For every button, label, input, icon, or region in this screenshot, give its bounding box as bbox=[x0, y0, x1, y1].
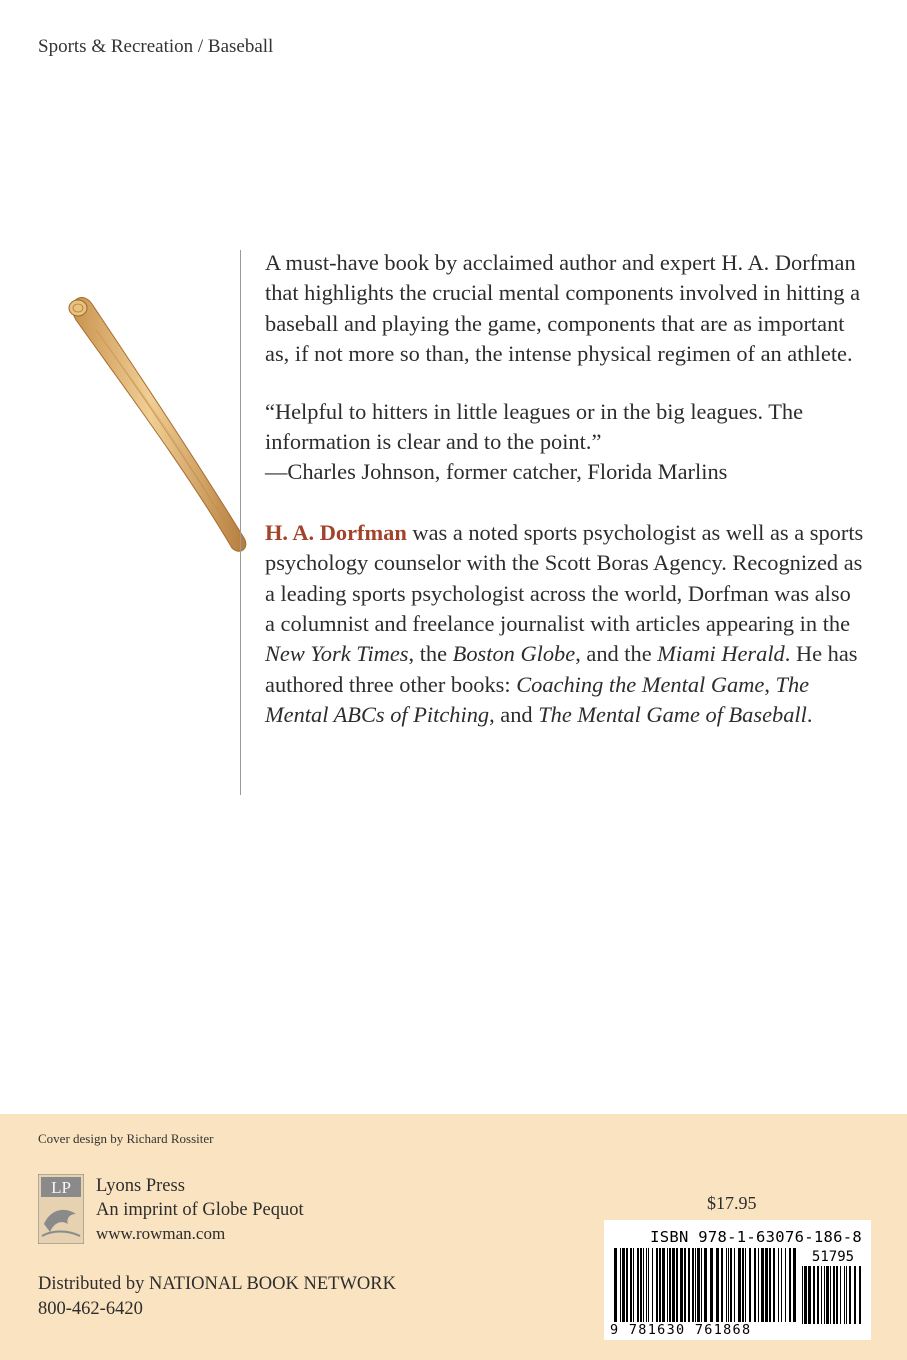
phone-number: 800-462-6420 bbox=[38, 1299, 143, 1319]
barcode-bar bbox=[721, 1248, 723, 1324]
barcode-bar bbox=[773, 1248, 775, 1324]
distribution-info bbox=[38, 1272, 396, 1322]
barcode-bar bbox=[808, 1266, 811, 1324]
bio-text: . bbox=[806, 702, 813, 728]
barcode-bar bbox=[662, 1248, 665, 1324]
barcode-bar bbox=[836, 1266, 838, 1324]
barcode-bar bbox=[640, 1248, 642, 1324]
logo-letters: LP bbox=[51, 1178, 71, 1197]
barcode-bar bbox=[648, 1248, 649, 1324]
distributor-line: Distributed by NATIONAL BOOK NETWORK bbox=[38, 1274, 396, 1294]
bio-text: , and bbox=[489, 702, 539, 728]
barcode-bar bbox=[659, 1248, 661, 1324]
barcode-bar bbox=[826, 1266, 829, 1324]
vertical-divider bbox=[240, 250, 241, 795]
barcode-bar bbox=[804, 1266, 807, 1324]
bio-text: , bbox=[764, 671, 776, 697]
author-bio bbox=[265, 518, 865, 731]
barcode-bar bbox=[637, 1248, 639, 1324]
barcode-bar bbox=[656, 1248, 658, 1324]
publisher-info bbox=[96, 1174, 304, 1246]
imprint-line: An imprint of Globe Pequot bbox=[96, 1200, 304, 1220]
baseball-bat-illustration bbox=[66, 290, 256, 560]
barcode-bar bbox=[789, 1248, 791, 1324]
barcode-bar bbox=[821, 1266, 822, 1324]
cover-design-credit: Cover design by Richard Rossiter bbox=[38, 1131, 214, 1146]
barcode-bar bbox=[652, 1248, 653, 1324]
barcode-bar bbox=[844, 1266, 845, 1324]
bio-text: was a noted sports psychologist as well as a sports psychology counselor with the Scott Boras Agency. Recognized as a leading sports psychologist across the world, Dorfman was also a columnist and freelance journalist with articles appearing in the bbox=[265, 519, 864, 637]
barcode-bar bbox=[859, 1266, 861, 1324]
barcode-bar bbox=[728, 1248, 729, 1324]
book-title: The Mental Game of Baseball bbox=[538, 702, 807, 728]
barcode-bar bbox=[672, 1248, 675, 1324]
barcode-bar bbox=[643, 1248, 644, 1324]
category-label: Sports & Recreation / Baseball bbox=[38, 36, 274, 57]
barcode-bar bbox=[716, 1248, 719, 1324]
ean-digits: 9 781630 761868 bbox=[610, 1322, 802, 1338]
barcode-bar bbox=[758, 1248, 759, 1324]
barcode-bar bbox=[734, 1248, 735, 1324]
barcode-bar bbox=[793, 1248, 796, 1324]
barcode-bar bbox=[840, 1266, 841, 1324]
barcode-bar bbox=[785, 1248, 786, 1324]
isbn-number: ISBN 978-1-63076-186-8 bbox=[650, 1228, 862, 1246]
barcode-bar bbox=[778, 1248, 779, 1324]
website-link[interactable]: www.rowman.com bbox=[96, 1224, 226, 1243]
barcode-bar bbox=[813, 1266, 815, 1324]
quote-attribution: —Charles Johnson, former catcher, Florida Marlins bbox=[265, 459, 728, 485]
barcode-bar bbox=[620, 1248, 621, 1324]
barcode-bar bbox=[701, 1248, 702, 1324]
barcode-bar bbox=[704, 1248, 707, 1324]
publisher-name: Lyons Press bbox=[96, 1176, 185, 1196]
barcode-bar bbox=[742, 1248, 744, 1324]
barcode-bar bbox=[749, 1248, 751, 1324]
lyons-press-logo bbox=[38, 1174, 84, 1244]
bio-text: . He has authored three other books: bbox=[265, 641, 858, 697]
ean-barcode bbox=[614, 1248, 798, 1324]
back-cover-copy bbox=[265, 248, 865, 731]
barcode-bar bbox=[769, 1248, 771, 1324]
barcode-bar bbox=[695, 1248, 696, 1324]
barcode-bar bbox=[802, 1266, 803, 1324]
barcode-bar bbox=[697, 1248, 700, 1324]
quote-text: “Helpful to hitters in little leagues or in the big leagues. The information is clear and to the point.” bbox=[265, 398, 804, 455]
book-blurb: A must-have book by acclaimed author and expert H. A. Dorfman that highlights the crucial mental components involved in hitting a baseball and playing the game, components that are as important as, if not more so than, the intense physical regimen of an athlete. bbox=[265, 250, 861, 367]
barcode-bar bbox=[688, 1248, 690, 1324]
barcode-bar bbox=[830, 1266, 831, 1324]
barcode-bar bbox=[676, 1248, 678, 1324]
barcode-bar bbox=[754, 1248, 756, 1324]
publication-title: New York Times bbox=[265, 641, 409, 667]
barcode-bar bbox=[817, 1266, 819, 1324]
barcode-bar bbox=[667, 1248, 668, 1324]
bio-text: , the bbox=[408, 641, 453, 667]
barcode-bar bbox=[765, 1248, 768, 1324]
barcode-bar bbox=[846, 1266, 847, 1324]
addon-barcode bbox=[802, 1266, 864, 1324]
barcode-bar bbox=[761, 1248, 764, 1324]
barcode-bar bbox=[849, 1266, 851, 1324]
barcode-bar bbox=[630, 1248, 632, 1324]
publication-title: Miami Herald bbox=[657, 641, 785, 667]
price-label: $17.95 bbox=[707, 1193, 757, 1213]
bio-text: , and the bbox=[575, 641, 658, 667]
barcode-bar bbox=[781, 1248, 782, 1324]
barcode-bar bbox=[710, 1248, 713, 1324]
barcode-bar bbox=[614, 1248, 617, 1324]
barcode-bar bbox=[738, 1248, 741, 1324]
barcode-bar bbox=[680, 1248, 683, 1324]
publication-title: Boston Globe bbox=[452, 641, 576, 667]
barcode-bar bbox=[669, 1248, 671, 1324]
barcode-bar bbox=[833, 1266, 835, 1324]
barcode-bar bbox=[745, 1248, 746, 1324]
barcode-bar bbox=[684, 1248, 686, 1324]
barcode-bar bbox=[692, 1248, 694, 1324]
book-title: Coaching the Mental Game bbox=[516, 671, 765, 697]
endorsement-quote bbox=[265, 397, 865, 488]
barcode-bar bbox=[726, 1248, 727, 1324]
barcode-bar bbox=[854, 1266, 856, 1324]
author-name: H. A. Dorfman bbox=[265, 519, 407, 545]
barcode-bar bbox=[730, 1248, 732, 1324]
barcode-bar bbox=[626, 1248, 628, 1324]
barcode-bar bbox=[824, 1266, 825, 1324]
book-title: The Mental ABCs of Pitching bbox=[265, 671, 810, 728]
barcode-bar bbox=[633, 1248, 634, 1324]
price-addon-number: 51795 bbox=[811, 1249, 855, 1265]
barcode-bar bbox=[622, 1248, 625, 1324]
barcode-bar bbox=[646, 1248, 647, 1324]
